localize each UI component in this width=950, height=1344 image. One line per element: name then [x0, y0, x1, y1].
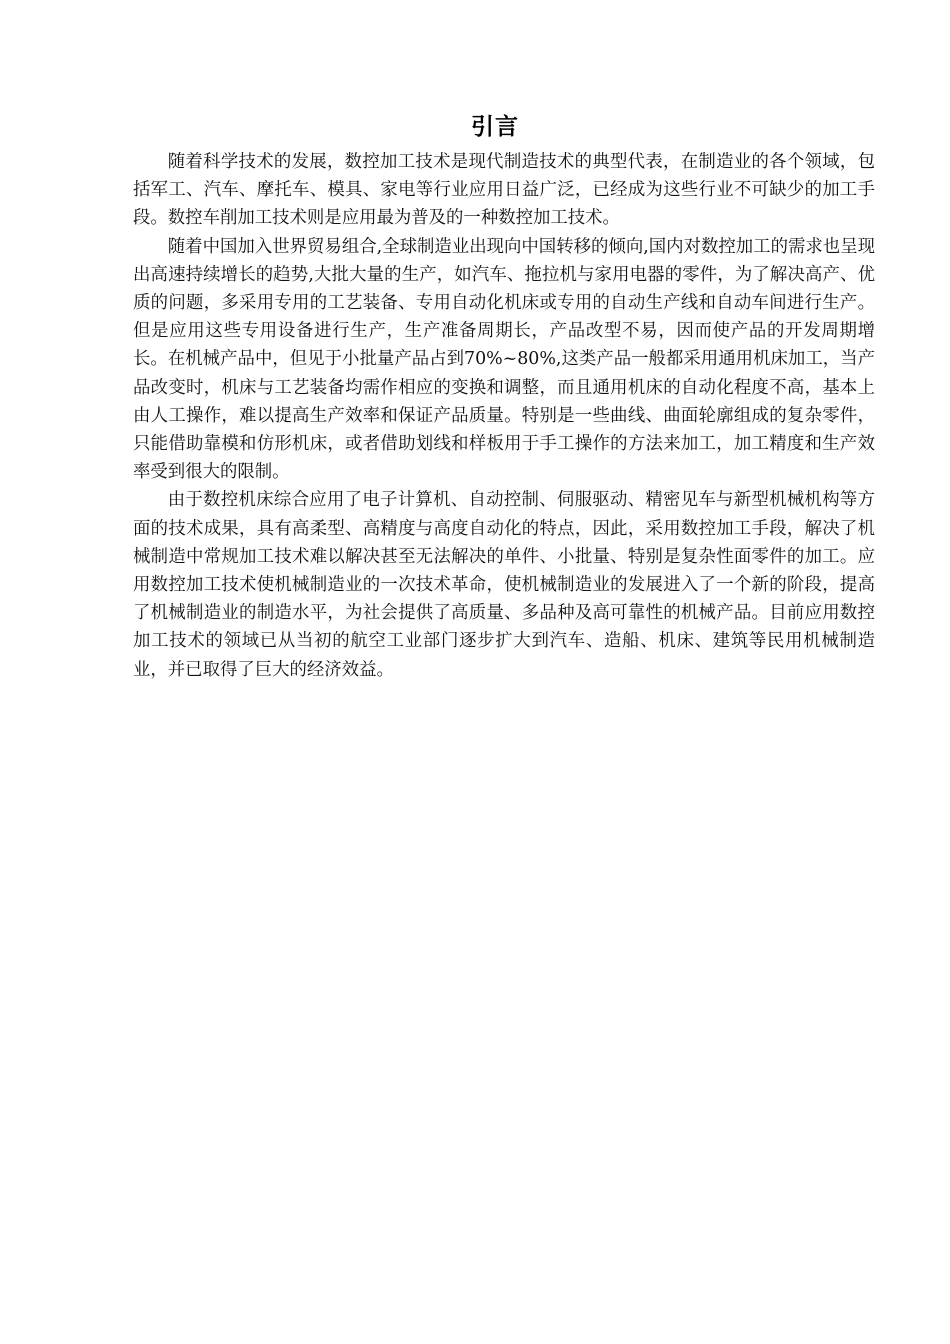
page-title: 引言 — [471, 114, 519, 140]
paragraph: 随着中国加入世界贸易组合,全球制造业出现向中国转移的倾向,国内对数控加工的需求也呈现出高速持续增长的趋势,大批大量的生产，如汽车、拖拉机与家用电器的零件，为了解决高产、优质的问题，多采用专用的工艺装备、专用自动化机床或专用的自动生产线和自动车间进行生产。但是应用这些专用设备进行生产，生产准备周期长，产品改型不易，因而使产品的开发周期增长。在机械产品中，但见于小批量产品占到70%~80%,这类产品一般都采用通用机床加工，当产品改变时，机床与工艺装备均需作相应的变换和调整，而且通用机床的自动化程度不高，基本上由人工操作，难以提高生产效率和保证产品质量。特别是一些曲线、曲面轮廓组成的复杂零件，只能借助靠模和仿形机床，或者借助划线和样板用于手工操作的方法来加工，加工精度和生产效率受到很大的限制。 — [133, 236, 875, 483]
paragraph: 由于数控机床综合应用了电子计算机、自动控制、伺服驱动、精密见车与新型机械机构等方面的技术成果，具有高柔型、高精度与高度自动化的特点，因此，采用数控加工手段，解决了机械制造中常规加工技术难以解决甚至无法解决的单件、小批量、特别是复杂性面零件的加工。应用数控加工技术使机械制造业的一次技术革命，使机械制造业的发展进入了一个新的阶段，提高了机械制造业的制造水平，为社会提供了高质量、多品种及高可靠性的机械产品。目前应用数控加工技术的领域已从当初的航空工业部门逐步扩大到汽车、造船、机床、建筑等民用机械制造业，并已取得了巨大的经济效益。 — [133, 490, 875, 680]
body-text — [133, 148, 875, 684]
paragraph: 随着科学技术的发展，数控加工技术是现代制造技术的典型代表，在制造业的各个领域，包括军工、汽车、摩托车、模具、家电等行业应用日益广泛，已经成为这些行业不可缺少的加工手段。数控车削加工技术则是应用最为普及的一种数控加工技术。 — [133, 152, 875, 229]
